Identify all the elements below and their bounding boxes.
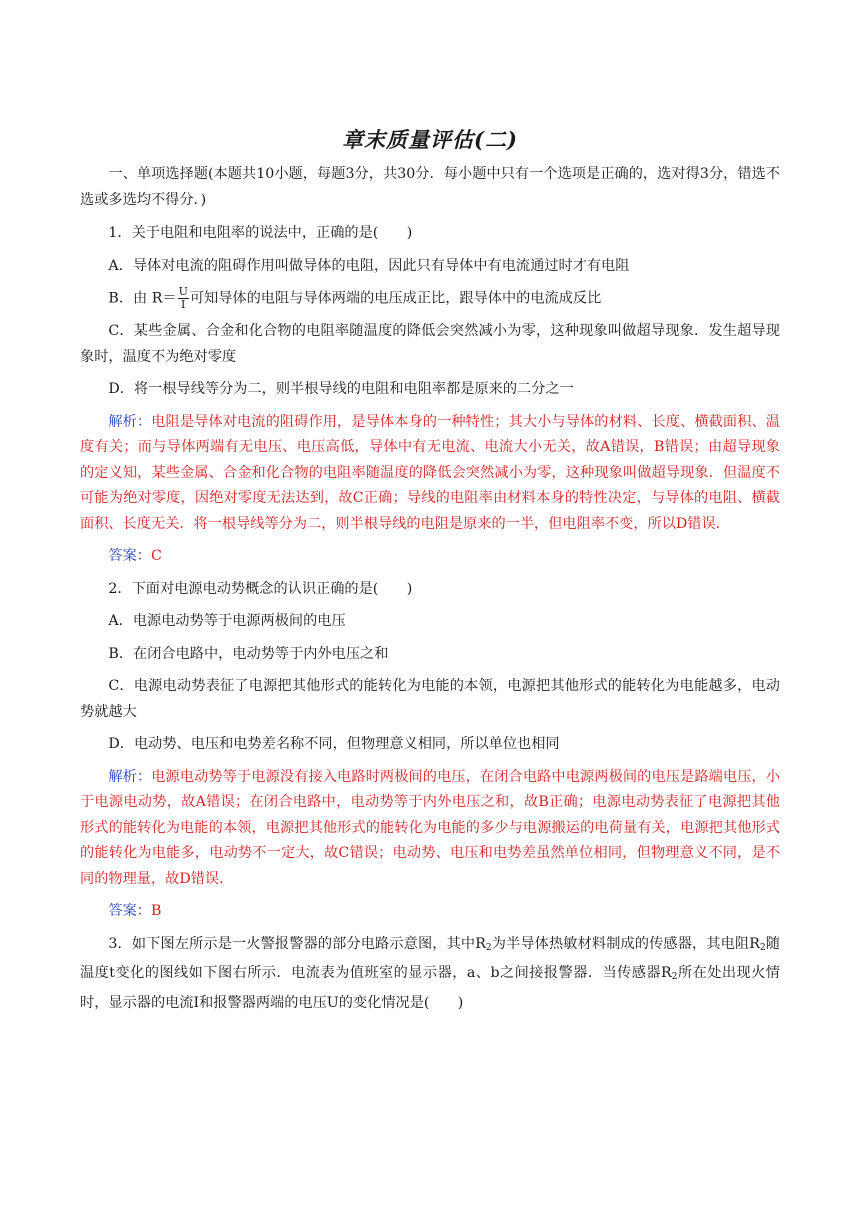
explanation-text: 电源电动势等于电源没有接入电路时两极间的电压，在闭合电路中电源两极间的电压是路端电压，小于电源电动势，故A错误；在闭合电路中，电动势等于内外电压之和，故B正确；电源电动势表征了电源把其他形式的能转化为电能的本领，电源把其他形式的能转化为电能的多少与电源搬运的电荷量有关，电源把其他形式的能转化为电能多，电动势不一定大，故C错误；电动势、电压和电势差虽然单位相同，但物理意义不同，是不同的物理量，故D错误． bbox=[80, 768, 780, 887]
subscript-2: 2 bbox=[671, 972, 678, 982]
explanation-label: 解析： bbox=[108, 768, 152, 785]
explanation-text: 电阻是导体对电流的阻碍作用，是导体本身的一种特性；其大小与导体的材料、长度、横截面积、温度有关；而与导体两端有无电压、电压高低，导体中有无电流、电流大小无关，故A错误，B错误；由超导现象的定义知，某些金属、合金和化合物的电阻率随温度的降低会突然减小为零，这种现象叫做超导现象．但温度不可能为绝对零度，因绝对零度无法达到，故C正确；导线的电阻率由材料本身的特性决定，与导体的电阻、横截面积、长度无关．将一根导线等分为二，则半根导线的电阻是原来的一半，但电阻率不变，所以D错误． bbox=[80, 413, 780, 532]
question-1-explanation bbox=[80, 410, 780, 538]
question-2-option-b: B．在闭合电路中，电动势等于内外电压之和 bbox=[108, 645, 389, 662]
answer-value: C bbox=[150, 548, 162, 564]
question-1-answer bbox=[80, 544, 780, 570]
question-1-option-d: D．将一根导线等分为二，则半根导线的电阻和电阻率都是原来的二分之一 bbox=[108, 381, 574, 397]
question-1-option-c: C．某些金属、合金和化合物的电阻率随温度的降低会突然减小为零，这种现象叫做超导现象．发生超导现象时，温度不为绝对零度 bbox=[80, 323, 780, 365]
stem-part-1: 3．如下图左所示是一火警报警器的部分电路示意图，其中R bbox=[108, 935, 486, 952]
explanation-label: 解析： bbox=[108, 413, 152, 430]
stem-part-4: 所在处出现火情时，显示器的电流I和报警器两端的电压U的变化情况是( ) bbox=[80, 965, 780, 1011]
answer-label: 答案： bbox=[108, 548, 151, 564]
question-2-stem: 2．下面对电源电动势概念的认识正确的是( ) bbox=[108, 580, 413, 597]
option-b-prefix: B．由 R＝ bbox=[108, 290, 177, 307]
question-2-explanation bbox=[80, 765, 780, 893]
question-3-stem bbox=[80, 932, 780, 1017]
subscript-2: 2 bbox=[759, 942, 766, 953]
section-heading: 一、单项选择题(本题共10小题，每题3分，共30分．每小题中只有一个选项是正确的，选对得3分，错选不选或多选均不得分．) bbox=[80, 166, 780, 208]
question-1-option-b bbox=[80, 286, 780, 312]
question-2-option-d: D．电动势、电压和电势差名称不同，但物理意义相同，所以单位也相同 bbox=[108, 736, 560, 752]
fraction-u-over-i bbox=[178, 286, 189, 311]
fraction-numerator: U bbox=[178, 285, 188, 298]
stem-part-2: 为半导体热敏材料制成的传感器，其电阻R bbox=[491, 935, 760, 952]
question-2-option-c: C．电源电动势表征了电源把其他形式的能转化为电能的本领，电源把其他形式的能转化为电能越多，电动势就越大 bbox=[80, 678, 780, 720]
answer-label: 答案： bbox=[108, 903, 151, 919]
document-body bbox=[80, 162, 780, 1023]
question-2-answer bbox=[80, 899, 780, 925]
subscript-2: 2 bbox=[485, 942, 492, 953]
option-b-suffix: 可知导体的电阻与导体两端的电压成正比，跟导体中的电流成反比 bbox=[189, 290, 602, 307]
page-title: 章末质量评估(二) bbox=[342, 127, 518, 152]
question-2-option-a: A．电源电动势等于电源两极间的电压 bbox=[108, 613, 346, 629]
stem-part-3: 随温度t变化的图线如下图右所示．电流表为值班室的显示器，a、b之间接报警器．当传感器R bbox=[80, 935, 780, 981]
fraction-denominator: I bbox=[181, 298, 186, 311]
question-1-option-a: A．导体对电流的阻碍作用叫做导体的电阻，因此只有导体中有电流通过时才有电阻 bbox=[108, 257, 630, 274]
answer-value: B bbox=[150, 903, 162, 919]
question-1-stem: 1．关于电阻和电阻率的说法中，正确的是( ) bbox=[108, 225, 413, 241]
